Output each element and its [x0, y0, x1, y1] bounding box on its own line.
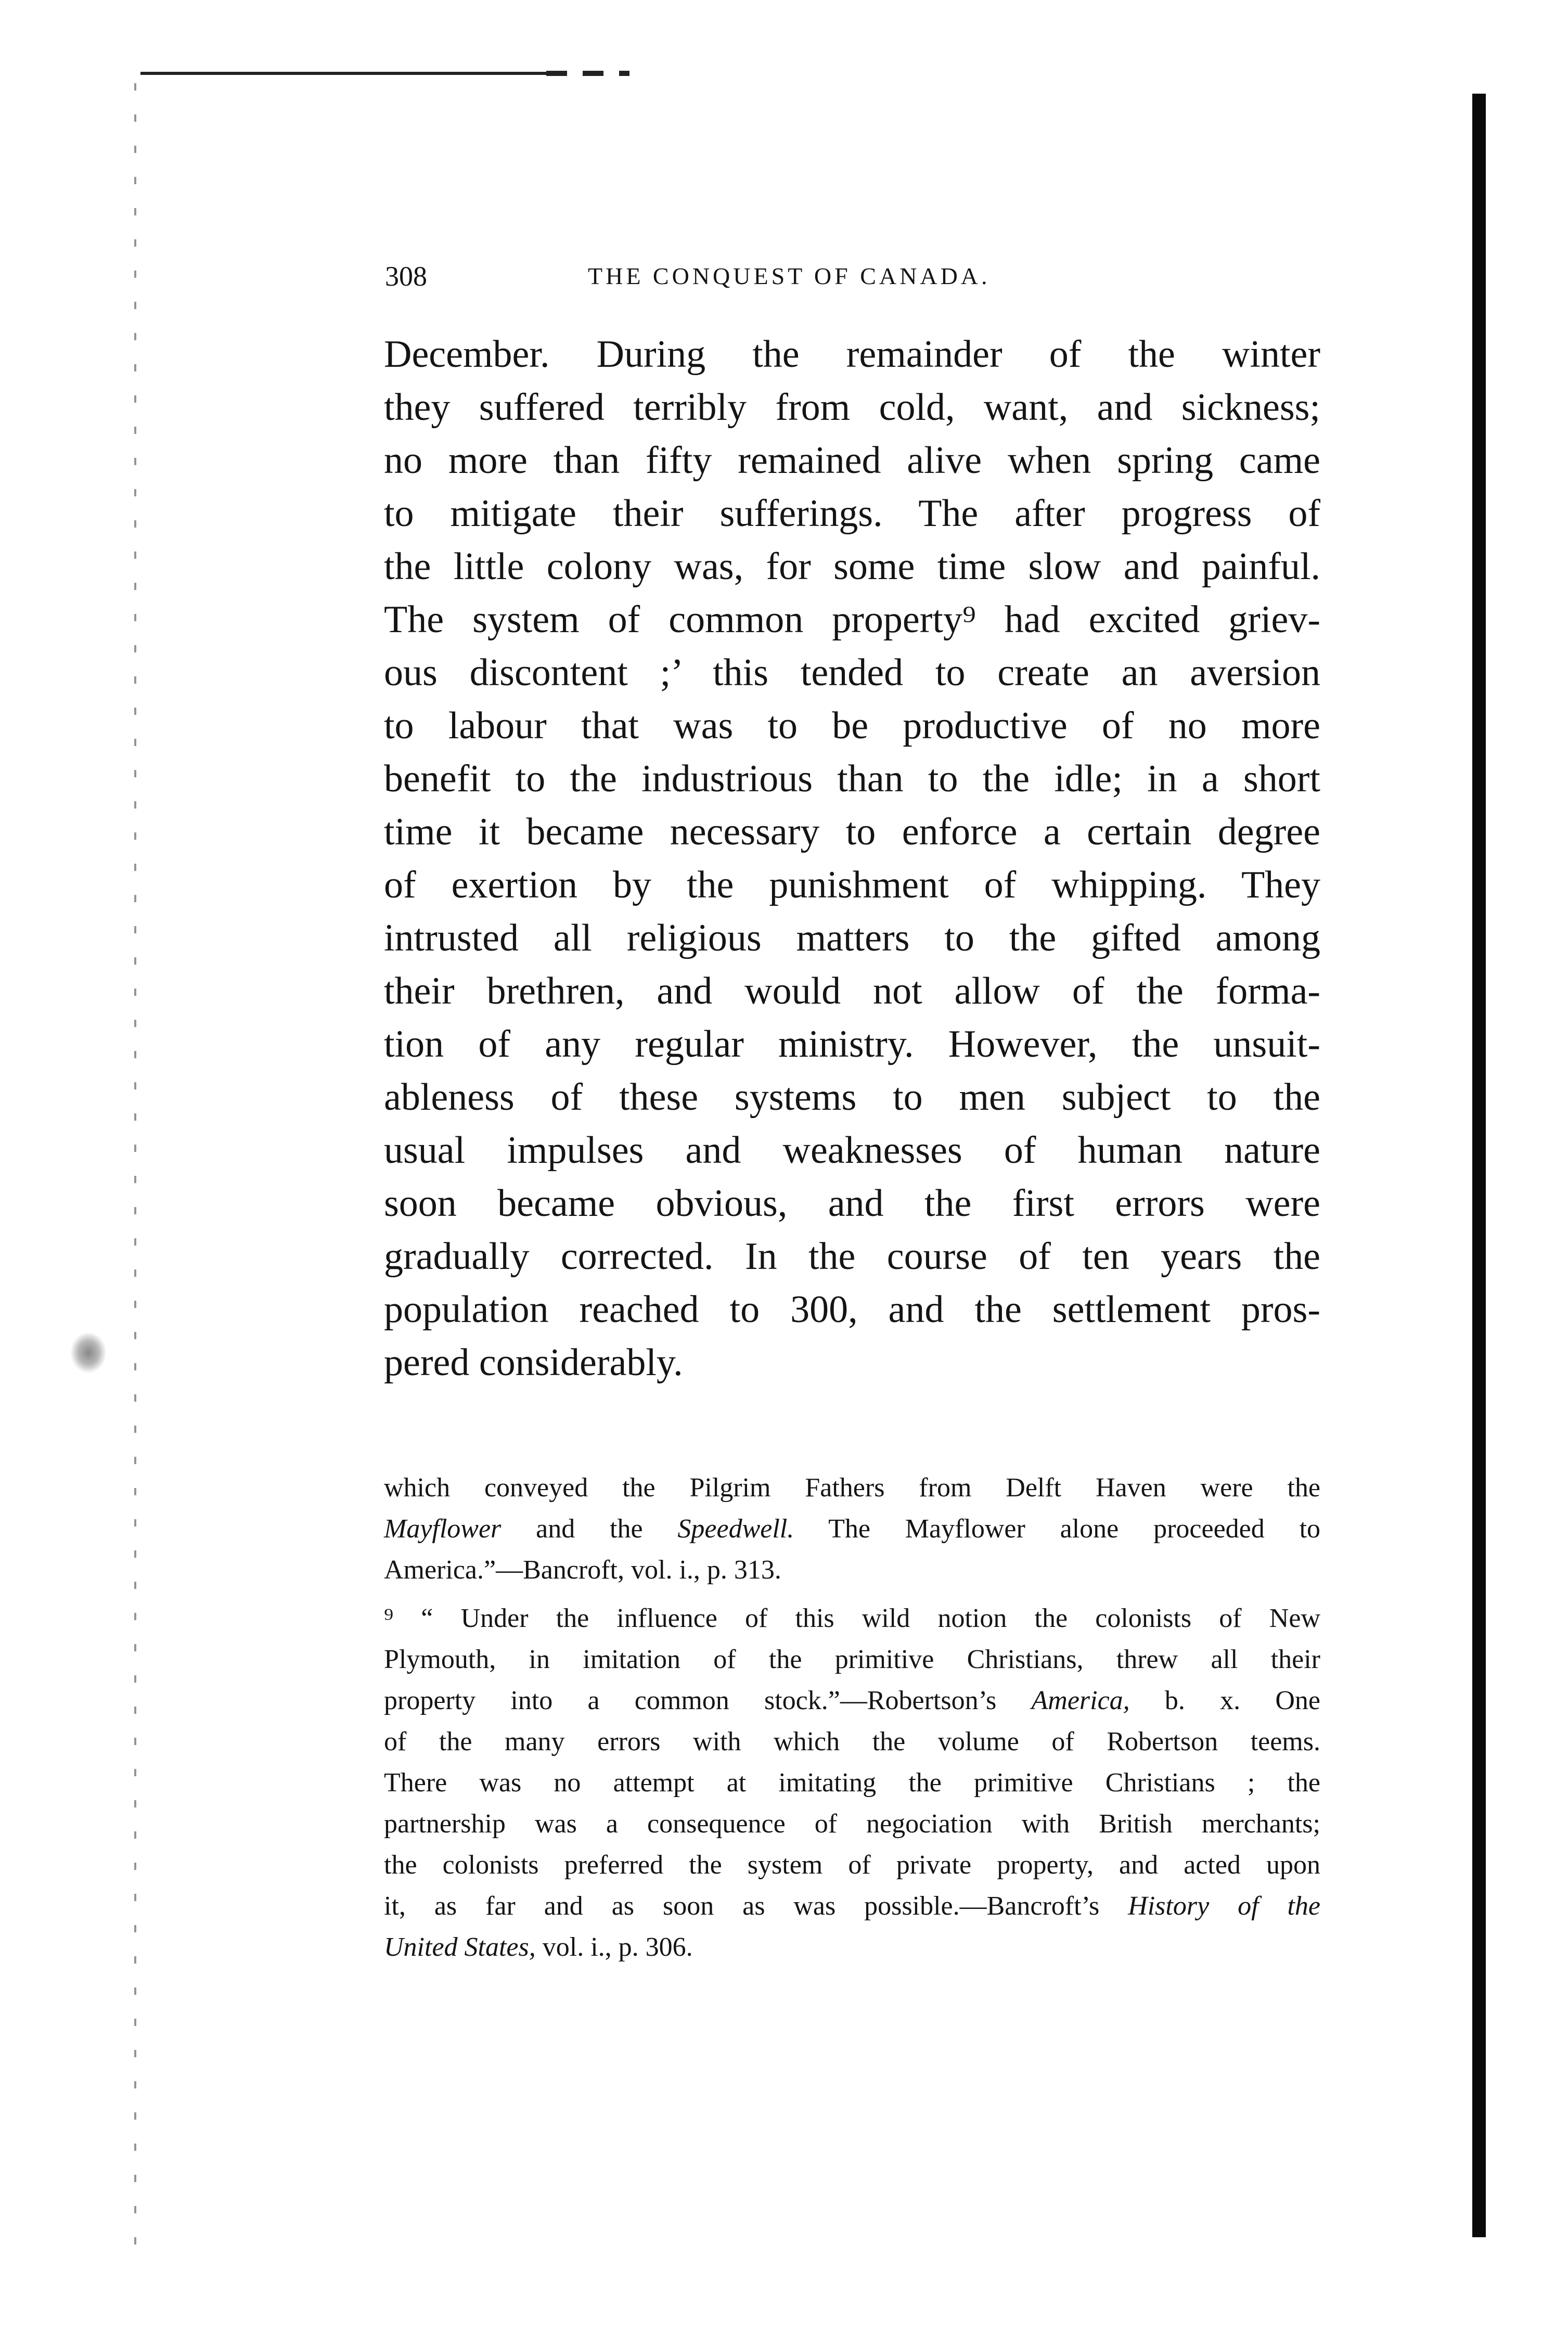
footnote-italic: Mayflower: [384, 1514, 502, 1544]
body-line: The system of common property⁹ had excited griev-: [384, 598, 1320, 641]
body-line: ous discontent ;’ this tended to create an aversion: [384, 651, 1320, 694]
footnote-line: of the many errors with which the volume of Robertson teems.: [384, 1727, 1320, 1756]
body-line: December. During the remainder of the winter: [384, 333, 1320, 376]
body-line: to mitigate their sufferings. The after progress of: [384, 492, 1320, 535]
body-line: population reached to 300, and the settlement pros-: [384, 1288, 1320, 1331]
footnote-line: [384, 1508, 1320, 1549]
scan-smudge: [70, 1332, 107, 1374]
body-line: intrusted all religious matters to the gifted among: [384, 917, 1320, 959]
page-header: [385, 260, 1316, 302]
footnote-line: [384, 1886, 1320, 1927]
body-text: [384, 328, 1320, 1389]
footnote-italic: United States,: [384, 1932, 536, 1962]
footnote-text: vol. i., p. 306.: [535, 1932, 693, 1962]
body-line: tion of any regular ministry. However, the unsuit-: [384, 1023, 1320, 1066]
body-line: usual impulses and weaknesses of human nature: [384, 1129, 1320, 1172]
footnote-text: property into a common stock.”—Robertson’s: [384, 1686, 1032, 1715]
footnote-line: partnership was a consequence of negociation with British merchants;: [384, 1809, 1320, 1839]
footnote-text: The Mayflower alone proceeded to: [794, 1514, 1321, 1544]
body-line: no more than fifty remained alive when spring came: [384, 439, 1320, 482]
footnote-line: [384, 1680, 1320, 1721]
body-line: their brethren, and would not allow of the forma-: [384, 970, 1320, 1012]
footnote-italic: History of the: [1128, 1891, 1321, 1921]
footnote-line: ⁹ “ Under the influence of this wild notion the colonists of New: [384, 1604, 1320, 1633]
body-line: they suffered terribly from cold, want, and sickness;: [384, 386, 1320, 429]
footnote-italic: Speedwell.: [677, 1514, 794, 1544]
body-line: to labour that was to be productive of no more: [384, 704, 1320, 747]
footnote-text: it, as far and as soon as was possible.—Bancroft’s: [384, 1891, 1128, 1921]
footnote-continued: [384, 1467, 1320, 1591]
body-line: benefit to the industrious than to the idle; in a short: [384, 758, 1320, 800]
scan-top-rule: [140, 72, 546, 75]
footnote-text: and the: [501, 1514, 678, 1544]
footnote-line: Plymouth, in imitation of the primitive Christians, threw all their: [384, 1645, 1320, 1674]
scan-top-dashes: [546, 71, 629, 76]
footnote-9: [384, 1598, 1320, 1968]
footnote-line: which conveyed the Pilgrim Fathers from Delft Haven were the: [384, 1473, 1320, 1503]
running-title: THE CONQUEST OF CANADA.: [588, 263, 991, 289]
scan-right-edge-bar: [1472, 94, 1486, 2237]
page-number: 308: [385, 261, 427, 292]
body-line: gradually corrected. In the course of ten years the: [384, 1235, 1320, 1278]
body-line: the little colony was, for some time slow and painful.: [384, 545, 1320, 588]
footnote-line: [384, 1927, 1320, 1968]
footnote-italic: America,: [1031, 1686, 1130, 1715]
body-line: of exertion by the punishment of whipping. They: [384, 864, 1320, 906]
footnote-text: b. x. One: [1129, 1686, 1320, 1715]
body-line: soon became obvious, and the first errors were: [384, 1182, 1320, 1225]
footnote-line: the colonists preferred the system of private property, and acted upon: [384, 1850, 1320, 1880]
scan-left-edge: [134, 83, 136, 2258]
footnote-line: There was no attempt at imitating the primitive Christians ; the: [384, 1768, 1320, 1798]
body-line: time it became necessary to enforce a certain degree: [384, 811, 1320, 853]
footnote-line: America.”—Bancroft, vol. i., p. 313.: [384, 1555, 781, 1585]
body-line: ableness of these systems to men subject to the: [384, 1076, 1320, 1119]
footnotes: [384, 1467, 1320, 1968]
body-line: pered considerably.: [384, 1341, 683, 1384]
